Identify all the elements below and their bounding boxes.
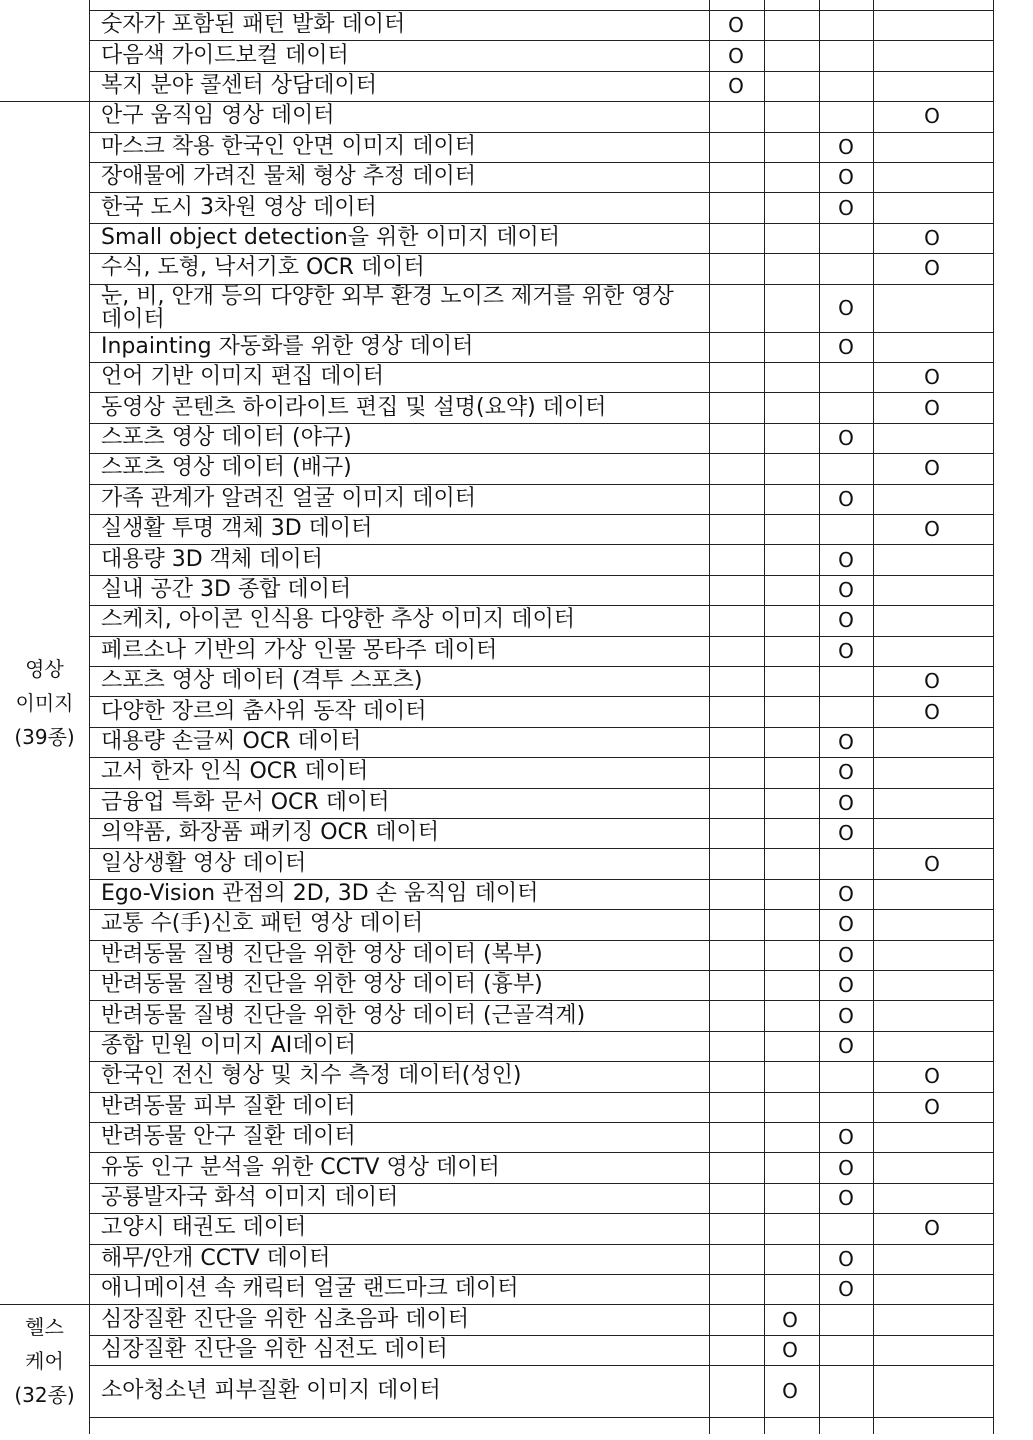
table-row	[89, 970, 993, 1000]
dataset-name: 일상생활 영상 데이터	[101, 850, 307, 876]
check-mark: O	[924, 851, 940, 876]
table-row	[89, 879, 993, 909]
check-mark: O	[838, 1155, 854, 1180]
dataset-name: 공룡발자국 화석 이미지 데이터	[101, 1184, 399, 1210]
category-line: (32종)	[14, 1382, 75, 1407]
dataset-name: 가족 관계가 알려진 얼굴 이미지 데이터	[101, 485, 476, 511]
dataset-name: 다음색 가이드보컬 데이터	[101, 42, 349, 68]
table-row	[89, 423, 993, 453]
dataset-name: Small object detection을 위한 이미지 데이터	[101, 224, 561, 250]
dataset-name: 금융업 특화 문서 OCR 데이터	[101, 789, 390, 815]
check-mark: O	[838, 134, 854, 159]
check-mark: O	[838, 1125, 854, 1150]
table-row	[89, 101, 993, 131]
dataset-name: 복지 분야 콜센터 상담데이터	[101, 72, 378, 98]
check-mark: O	[924, 1216, 940, 1241]
table-row	[89, 332, 993, 362]
check-mark: O	[924, 669, 940, 694]
dataset-name: 눈, 비, 안개 등의 다양한 외부 환경 노이즈 제거를 위한 영상 데이터	[101, 283, 674, 332]
table-row	[89, 1304, 993, 1334]
category-line: 영상	[25, 656, 64, 681]
table-row	[89, 544, 993, 574]
table-row	[89, 1122, 993, 1152]
row-divider	[89, 1417, 993, 1418]
dataset-name: 수식, 도형, 낙서기호 OCR 데이터	[101, 255, 425, 281]
check-mark: O	[838, 1246, 854, 1271]
table-row	[89, 284, 993, 332]
check-mark: O	[924, 395, 940, 420]
column-divider	[819, 0, 820, 1434]
table-row	[89, 484, 993, 514]
check-mark: O	[838, 973, 854, 998]
check-mark: O	[838, 1033, 854, 1058]
dataset-name: 의약품, 화장품 패키징 OCR 데이터	[101, 820, 439, 846]
table-row	[89, 40, 993, 70]
dataset-name: 고양시 태권도 데이터	[101, 1215, 307, 1241]
dataset-name: 교통 수(手)신호 패턴 영상 데이터	[101, 911, 424, 937]
table-row	[89, 162, 993, 192]
check-mark: O	[838, 638, 854, 663]
dataset-name: 유동 인구 분석을 위한 CCTV 영상 데이터	[101, 1154, 500, 1180]
dataset-name: 애니메이션 속 캐릭터 얼굴 랜드마크 데이터	[101, 1276, 519, 1302]
dataset-name: 반려동물 질병 진단을 위한 영상 데이터 (흉부)	[101, 972, 543, 998]
table-row	[89, 1365, 993, 1417]
dataset-name: 종합 민원 이미지 AI데이터	[101, 1032, 357, 1058]
table-row	[89, 940, 993, 970]
table-row	[89, 909, 993, 939]
table-row	[89, 696, 993, 726]
dataset-name: 한국 도시 3차원 영상 데이터	[101, 194, 377, 220]
dataset-name: 고서 한자 인식 OCR 데이터	[101, 759, 369, 785]
table-row	[89, 514, 993, 544]
table-row	[89, 848, 993, 878]
category-line: 케어	[25, 1348, 64, 1373]
dataset-name: 해무/안개 CCTV 데이터	[101, 1245, 331, 1271]
check-mark: O	[838, 790, 854, 815]
dataset-name: 스포츠 영상 데이터 (격투 스포츠)	[101, 668, 423, 694]
check-mark: O	[838, 165, 854, 190]
table-row	[89, 1061, 993, 1091]
check-mark: O	[838, 821, 854, 846]
dataset-name: 대용량 3D 객체 데이터	[101, 546, 323, 572]
dataset-name: 심장질환 진단을 위한 심초음파 데이터	[101, 1306, 470, 1332]
check-mark: O	[838, 195, 854, 220]
check-mark: O	[838, 942, 854, 967]
dataset-name: 페르소나 기반의 가상 인물 몽타주 데이터	[101, 637, 498, 663]
check-mark: O	[838, 295, 854, 320]
dataset-name: 실생활 투명 객체 3D 데이터	[101, 516, 373, 542]
check-mark: O	[838, 486, 854, 511]
dataset-name: 소아청소년 피부질환 이미지 데이터	[101, 1378, 441, 1404]
table-row	[89, 605, 993, 635]
dataset-name: 스포츠 영상 데이터 (배구)	[101, 455, 352, 481]
check-mark: O	[728, 13, 744, 38]
check-mark: O	[838, 729, 854, 754]
table-row	[89, 362, 993, 392]
check-mark: O	[728, 73, 744, 98]
check-mark: O	[782, 1379, 798, 1404]
dataset-name: 대용량 손글씨 OCR 데이터	[101, 728, 362, 754]
table-row	[89, 1335, 993, 1365]
check-mark: O	[782, 1307, 798, 1332]
check-mark: O	[924, 256, 940, 281]
check-mark: O	[924, 517, 940, 542]
column-divider	[993, 0, 994, 1434]
dataset-name: 실내 공간 3D 종합 데이터	[101, 576, 352, 602]
table-row	[89, 727, 993, 757]
category-label	[0, 1310, 89, 1412]
dataset-name: 반려동물 피부 질환 데이터	[101, 1093, 356, 1119]
check-mark: O	[838, 577, 854, 602]
check-mark: O	[838, 760, 854, 785]
table-row	[89, 392, 993, 422]
dataset-name: 심장질환 진단을 위한 심전도 데이터	[101, 1336, 448, 1362]
check-mark: O	[924, 456, 940, 481]
check-mark: O	[728, 43, 744, 68]
dataset-name: 마스크 착용 한국인 안면 이미지 데이터	[101, 133, 476, 159]
dataset-name: 반려동물 질병 진단을 위한 영상 데이터 (복부)	[101, 941, 543, 967]
table-row	[89, 1031, 993, 1061]
check-mark: O	[924, 365, 940, 390]
table-row	[89, 1244, 993, 1274]
check-mark: O	[838, 425, 854, 450]
check-mark: O	[838, 334, 854, 359]
check-mark: O	[838, 1185, 854, 1210]
dataset-name: 장애물에 가려진 물체 형상 추정 데이터	[101, 164, 476, 190]
table-row	[89, 575, 993, 605]
check-mark: O	[838, 912, 854, 937]
dataset-name: 숫자가 포함된 패턴 발화 데이터	[101, 12, 406, 38]
table-row	[89, 453, 993, 483]
column-divider	[764, 0, 765, 1434]
column-divider	[873, 0, 874, 1434]
category-line: 헬스	[25, 1314, 64, 1339]
table-row	[89, 1183, 993, 1213]
table-row	[89, 788, 993, 818]
dataset-name: 다양한 장르의 춤사위 동작 데이터	[101, 698, 427, 724]
table-row	[89, 10, 993, 40]
category-line: 이미지	[15, 690, 74, 715]
check-mark: O	[924, 1094, 940, 1119]
table-row	[89, 1092, 993, 1122]
category-label	[0, 652, 89, 754]
table-row	[89, 636, 993, 666]
dataset-name: 반려동물 질병 진단을 위한 영상 데이터 (근골격계)	[101, 1002, 586, 1028]
table-row	[89, 757, 993, 787]
dataset-name: 안구 움직임 영상 데이터	[101, 103, 335, 129]
check-mark: O	[924, 699, 940, 724]
check-mark: O	[838, 1003, 854, 1028]
check-mark: O	[924, 104, 940, 129]
table-row	[89, 666, 993, 696]
column-divider	[709, 0, 710, 1434]
category-line: (39종)	[14, 724, 75, 749]
check-mark: O	[782, 1337, 798, 1362]
table-row	[89, 223, 993, 253]
table-row	[89, 1152, 993, 1182]
table-row	[89, 1213, 993, 1243]
dataset-name: 스포츠 영상 데이터 (야구)	[101, 424, 352, 450]
table-row	[89, 818, 993, 848]
table-row	[89, 1000, 993, 1030]
dataset-name: Ego-Vision 관점의 2D, 3D 손 움직임 데이터	[101, 880, 539, 906]
table-row	[89, 1274, 993, 1304]
check-mark: O	[924, 225, 940, 250]
dataset-name: 스케치, 아이콘 인식용 다양한 추상 이미지 데이터	[101, 607, 575, 633]
table-row	[89, 253, 993, 283]
dataset-name: 한국인 전신 형상 및 치수 측정 데이터(성인)	[101, 1063, 522, 1089]
check-mark: O	[838, 608, 854, 633]
dataset-name: 반려동물 안구 질환 데이터	[101, 1124, 356, 1150]
table-row	[89, 192, 993, 222]
check-mark: O	[924, 1064, 940, 1089]
table-row	[89, 132, 993, 162]
dataset-name: 언어 기반 이미지 편집 데이터	[101, 364, 384, 390]
check-mark: O	[838, 881, 854, 906]
dataset-name: 동영상 콘텐츠 하이라이트 편집 및 설명(요약) 데이터	[101, 394, 607, 420]
column-divider	[89, 0, 90, 1434]
dataset-name: Inpainting 자동화를 위한 영상 데이터	[101, 333, 474, 359]
table-row	[89, 71, 993, 101]
check-mark: O	[838, 547, 854, 572]
check-mark: O	[838, 1277, 854, 1302]
